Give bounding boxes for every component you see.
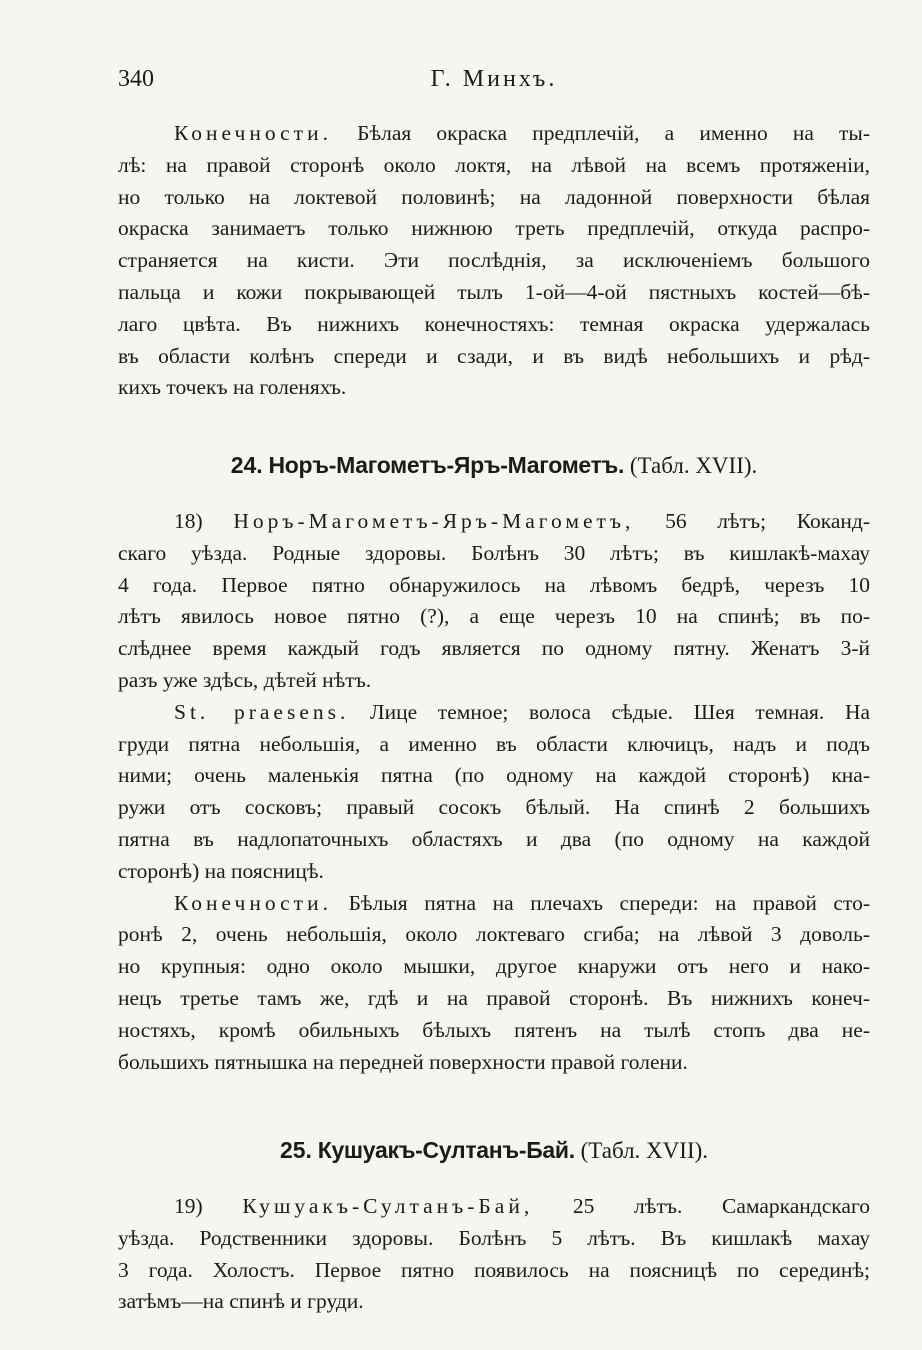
section-heading-25 <box>118 1137 870 1164</box>
section-number: 24. <box>230 452 263 478</box>
text-line: лѣ: на правой сторонѣ около локтя, на лѣвой на всемъ протяженіи, <box>118 152 870 177</box>
text-line: лѣтъ явилось новое пятно (?), а еще черезъ 10 на спинѣ; въ по- <box>118 604 870 629</box>
text-line: ружи отъ сосковъ; правый сосокъ бѣлый. На спинѣ 2 большихъ <box>118 795 870 820</box>
text-line: ронѣ 2, очень небольшія, около локтеваго сгиба; на лѣвой 3 доволь- <box>118 922 870 947</box>
section-title: Кушуакъ-Султанъ-Бай. <box>317 1137 575 1163</box>
text-line: но крупныя: одно около мышки, другое кнаружи отъ него и нако- <box>118 954 870 979</box>
text-line: скаго уѣзда. Родные здоровы. Болѣнъ 30 лѣтъ; въ кишлакѣ-махау <box>118 540 870 565</box>
case-19 <box>118 1191 870 1318</box>
patient-name: Кушуакъ-Султанъ-Бай, <box>242 1194 534 1218</box>
text-line: нецъ третье тамъ же, гдѣ и на правой сторонѣ. Въ нижнихъ конеч- <box>118 985 870 1010</box>
text-line: въ области колѣнъ спереди и сзади, и въ видѣ небольшихъ и рѣд- <box>118 343 870 368</box>
text-line: окраска занимаетъ только нижнюю треть предплечій, откуда распро- <box>118 216 870 241</box>
text-line: St. praesens. Лице темное; волоса сѣдые. Шея темная. На <box>174 699 871 724</box>
text-line: пятна въ надлопаточныхъ областяхъ и два (по одному на каждой <box>118 826 870 851</box>
text-line: 3 года. Холостъ. Первое пятно появилось на поясницѣ по серединѣ; <box>118 1257 870 1282</box>
text-line: Конечности. Бѣлыя пятна на плечахъ спереди: на правой сто- <box>174 890 870 915</box>
text-line: лаго цвѣта. Въ нижнихъ конечностяхъ: темная окраска удержалась <box>118 311 870 336</box>
patient-name: Норъ-Магометъ-Яръ-Магометъ, <box>233 509 635 533</box>
page-header <box>118 66 870 100</box>
text-line: 18) Норъ-Магометъ-Яръ-Магометъ, 56 лѣтъ; Коканд- <box>174 509 871 533</box>
text-line: кихъ точекъ на голеняхъ. <box>118 375 347 400</box>
text-line: ностяхъ, кромѣ обильныхъ бѣлыхъ пятенъ на тылѣ стопъ два не- <box>118 1017 870 1042</box>
running-head: Г. Минхъ. <box>430 66 558 92</box>
text-line: страняется на кисти. Эти послѣднія, за исключеніемъ большого <box>118 248 870 273</box>
text-line: сторонѣ) на поясницѣ. <box>118 858 324 883</box>
text-line: Конечности. Бѣлая окраска предплечій, а именно на ты- <box>174 121 871 145</box>
text-line: груди пятна небольшія, а именно въ области ключицъ, надъ и подъ <box>118 731 870 756</box>
spaced-lead: St. praesens. <box>174 699 350 724</box>
text-line: разъ уже здѣсь, дѣтей нѣтъ. <box>118 667 372 692</box>
text-line: 4 года. Первое пятно обнаружилось на лѣвомъ бедрѣ, черезъ 10 <box>118 572 870 597</box>
text-line: уѣзда. Родственники здоровы. Болѣнъ 5 лѣтъ. Въ кишлакѣ махау <box>118 1225 870 1250</box>
plate-reference: (Табл. XVII). <box>580 1138 709 1163</box>
text-line: большихъ пятнышка на передней поверхности правой голени. <box>118 1049 688 1074</box>
section-title: Норъ-Магометъ-Яръ-Магометъ. <box>268 452 625 478</box>
text-line: слѣднее время каждый годъ является по одному пятну. Женатъ 3-й <box>118 636 870 661</box>
section-number: 25. <box>279 1137 312 1163</box>
text-line: 19) Кушуакъ-Султанъ-Бай, 25 лѣтъ. Самаркандскаго <box>174 1194 870 1218</box>
spaced-lead: Конечности. <box>174 890 332 915</box>
text-line: ними; очень маленькія пятна (по одному на каждой сторонѣ) кна- <box>118 763 870 788</box>
text-line: пальца и кожи покрывающей тылъ 1-ой—4-ой пястныхъ костей—бѣ- <box>118 279 870 304</box>
text-line: но только на локтевой половинѣ; на ладонной поверхности бѣлая <box>118 184 870 209</box>
case-18 <box>118 506 870 1078</box>
spaced-lead: Конечности. <box>174 121 332 145</box>
text-line: затѣмъ—на спинѣ и груди. <box>118 1289 364 1314</box>
page-number: 340 <box>118 66 154 92</box>
section-heading-24 <box>118 452 870 479</box>
plate-reference: (Табл. XVII). <box>629 453 758 478</box>
paragraph-extremities-23 <box>118 118 870 404</box>
